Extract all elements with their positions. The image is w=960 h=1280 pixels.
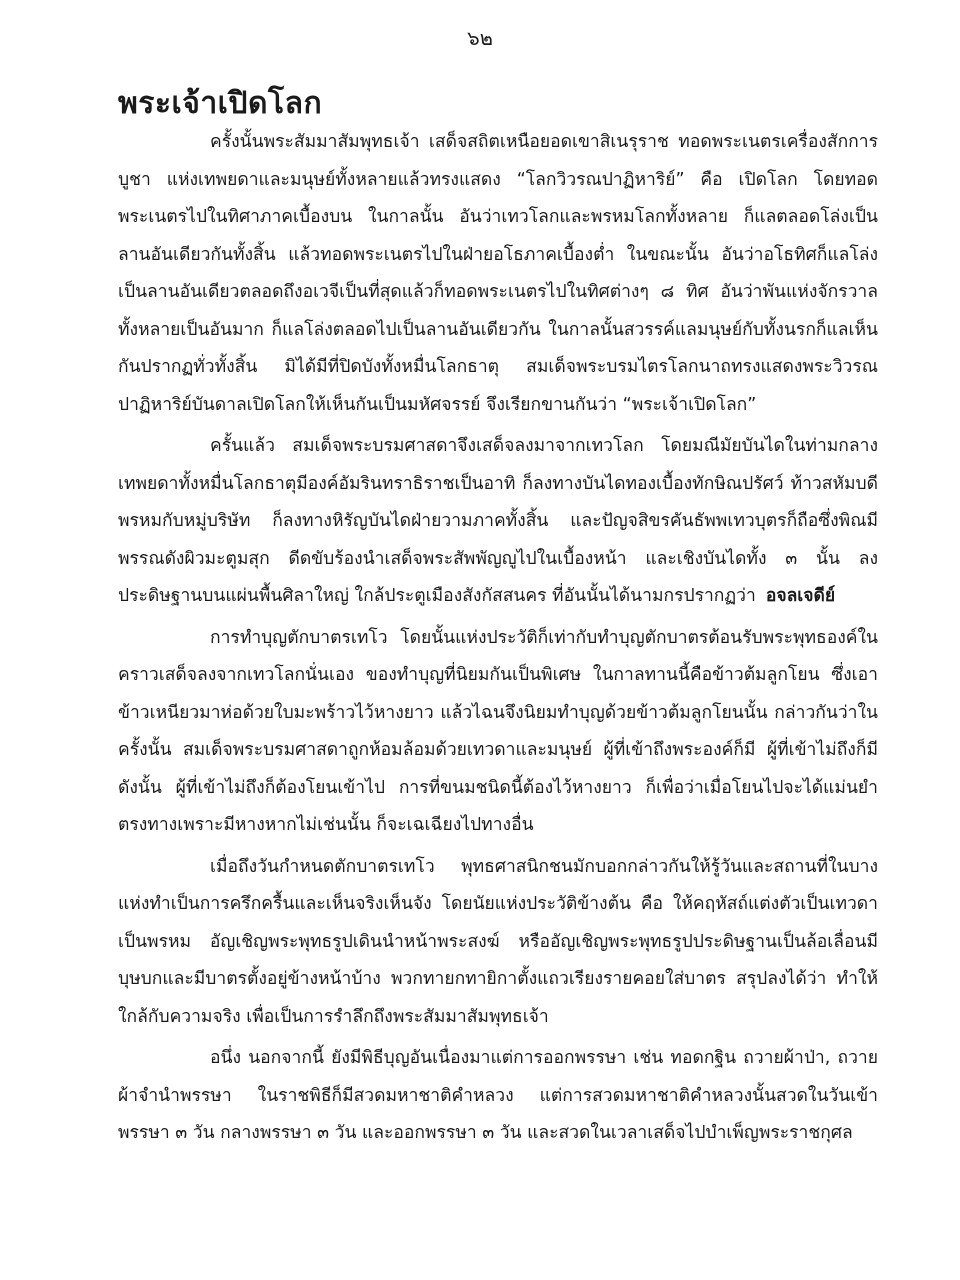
paragraph <box>118 1040 878 1153</box>
paragraph-text: เมื่อถึงวันกำหนดตักบาตรเทโว พุทธศาสนิกชนมักบอกกล่าวกันให้รู้วันและสถานที่ในบางแห่งทำเป็นการครึกครื้นและเห็นจริงเห็นจัง โดยนัยแห่งประวัติข้างต้น คือ ให้คฤหัสถ์แต่งตัวเป็นเทวดาเป็นพรหม อัญเชิญพระพุทธรูปเดินนำหน้าพระสงฆ์ หรืออัญเชิญพระพุทธรูปประดิษฐานเป็นล้อเลื่อนมีบุษบกและมีบาตรตั้งอยู่ข้างหน้าบ้าง พวกทายกทายิกาตั้งแถวเรียงรายคอยใส่บาตร สรุปลงได้ว่า ทำให้ใกล้กับความจริง เพื่อเป็นการรำลึกถึงพระสัมมาสัมพุทธเจ้า <box>118 856 878 1027</box>
paragraph <box>118 849 878 1037</box>
page-number: ๖๒ <box>467 26 493 50</box>
page-title: พระเจ้าเปิดโลก <box>118 86 323 121</box>
paragraph-text: ครั้งนั้นพระสัมมาสัมพุทธเจ้า เสด็จสถิตเหนือยอดเขาสิเนรุราช ทอดพระเนตรเครื่องสักการบูชา แห่งเทพยดาและมนุษย์ทั้งหลายแล้วทรงแสดง “โลกวิวรณปาฏิหาริย์” คือ เปิดโลก โดยทอดพระเนตรไปในทิศาภาคเบื้องบน ในกาลนั้น อันว่าเทวโลกและพรหมโลกทั้งหลาย ก็แลตลอดโล่งเป็นลานอันเดียวกันทั้งสิ้น แล้วทอดพระเนตรไปในฝ่ายอโธภาคเบื้องต่ำ ในขณะนั้น อันว่าอโธทิศก็แลโล่งเป็นลานอันเดียวตลอดถึงอเวจีเป็นที่สุดแล้วก็ทอดพระเนตรไปในทิศต่างๆ ๘ ทิศ อันว่าพันแห่งจักรวาลทั้งหลายเป็นอันมาก ก็แลโล่งตลอดไปเป็นลานอันเดียวกัน ในกาลนั้นสวรรค์แลมนุษย์กับทั้งนรกก็แลเห็นกันปรากฏทั่วทั้งสิ้น มิได้มีที่ปิดบังทั้งหมื่นโลกธาตุ สมเด็จพระบรมไตรโลกนาถทรงแสดงพระวิวรณปาฏิหาริย์บันดาลเปิดโลกให้เห็นกันเป็นมหัศจรรย์ จึงเรียกขานกันว่า “พระเจ้าเปิดโลก” <box>118 132 878 415</box>
paragraph-text: อนึ่ง นอกจากนี้ ยังมีพิธีบุญอันเนื่องมาแต่การออกพรรษา เช่น ทอดกฐิน ถวายผ้าป่า, ถวายผ้าจำนำพรรษา ในราชพิธีก็มีสวดมหาชาติคำหลวง แต่การสวดมหาชาติคำหลวงนั้นสวดในวันเข้าพรรษา ๓ วัน กลางพรรษา ๓ วัน และออกพรรษา ๓ วัน และสวดในเวลาเสด็จไปบำเพ็ญพระราชกุศล <box>118 1048 878 1143</box>
paragraph-text: ครั้นแล้ว สมเด็จพระบรมศาสดาจึงเสด็จลงมาจากเทวโลก โดยมณีมัยบันไดในท่ามกลางเทพยดาทั้งหมื่นโลกธาตุมีองค์อัมรินทราธิราชเป็นอาทิ ก็ลงทางบันไดทองเบื้องทักษิณปรัศว์ ท้าวสหัมบดีพรหมกับหมู่บริษัท ก็ลงทางหิรัญบันไดฝ่ายวามภาคทั้งสิ้น และปัญจสิขรคันธัพพเทวบุตรก็ถือซึ่งพิณมีพรรณดังผิวมะตูมสุก ดีดขับร้องนำเสด็จพระสัพพัญญูไปในเบื้องหน้า และเชิงบันไดทั้ง ๓ นั้น ลงประดิษฐานบนแผ่นพื้นศิลาใหญ่ ใกล้ประตูเมืองสังกัสสนคร ที่อันนั้นได้นามกรปรากฏว่า <box>118 436 878 606</box>
paragraph <box>118 124 878 424</box>
paragraph-text: การทำบุญตักบาตรเทโว โดยนั้นแห่งประวัติก็เท่ากับทำบุญตักบาตรต้อนรับพระพุทธองค์ในคราวเสด็จลงจากเทวโลกนั่นเอง ของทำบุญที่นิยมกันเป็นพิเศษ ในกาลทานนี้คือข้าวต้มลูกโยน ซึ่งเอาข้าวเหนียวมาห่อด้วยใบมะพร้าวไว้หางยาว แล้วไฉนจึงนิยมทำบุญด้วยข้าวต้มลูกโยนนั้น กล่าวกันว่าในครั้งนั้น สมเด็จพระบรมศาสดาถูกห้อมล้อมด้วยเทวดาและมนุษย์ ผู้ที่เข้าถึงพระองค์ก็มี ผู้ที่เข้าไม่ถึงก็มีดังนั้น ผู้ที่เข้าไม่ถึงก็ต้องโยนเข้าไป การที่ขนมชนิดนี้ต้องไว้หางยาว ก็เพื่อว่าเมื่อโยนไปจะได้แม่นยำตรงทางเพราะมีหางหากไม่เช่นนั้น ก็จะเฉเฉียงไปทางอื่น <box>118 627 878 835</box>
paragraph <box>118 620 878 845</box>
body-text <box>118 124 878 1153</box>
emphasized-term: อจลเจดีย์ <box>765 586 836 606</box>
paragraph <box>118 428 878 616</box>
